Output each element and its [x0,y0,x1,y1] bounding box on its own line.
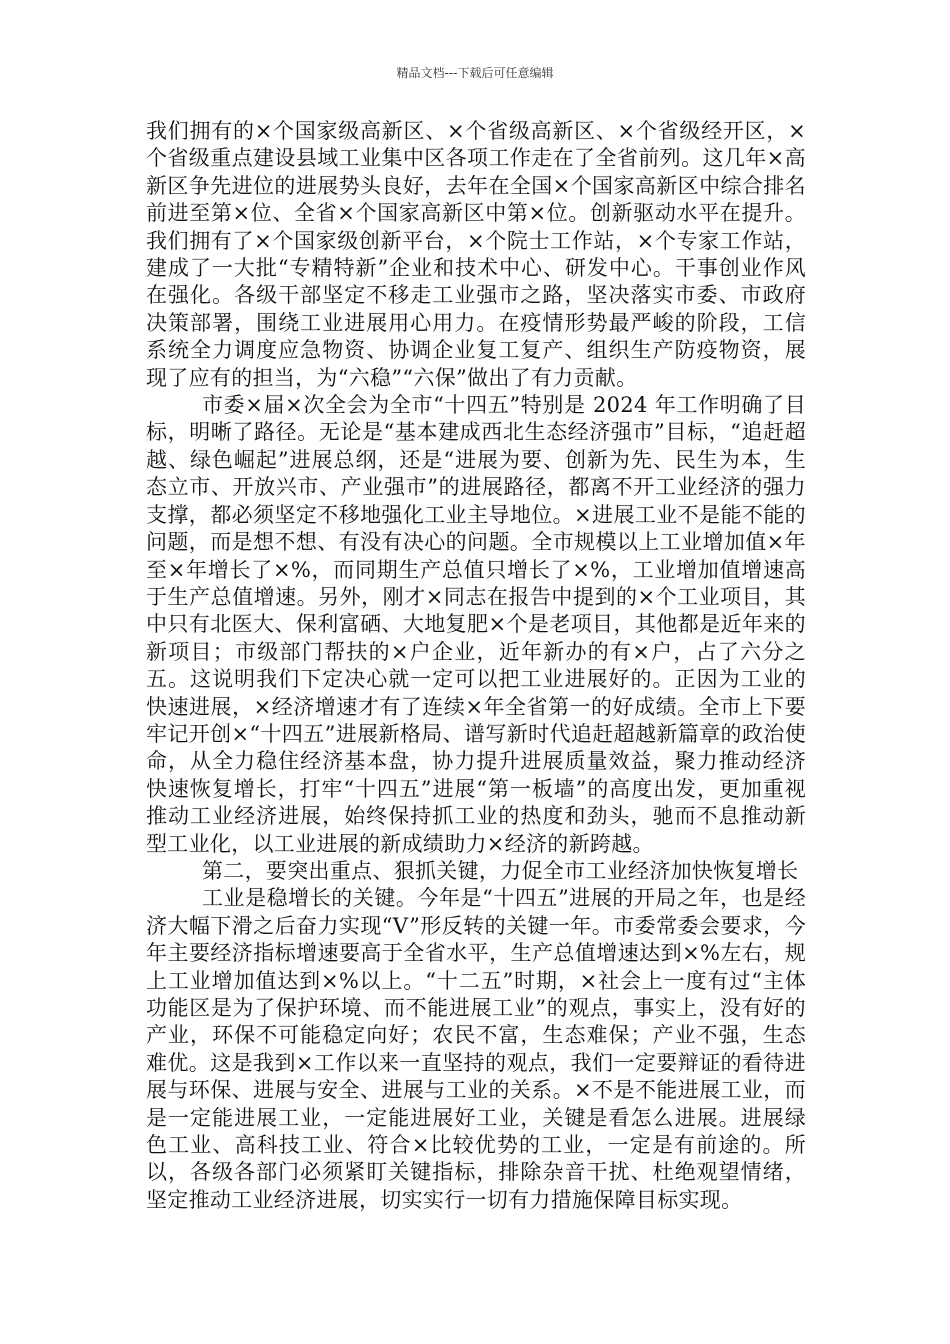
section-heading-second: 第二，要突出重点、狠抓关键，力促全市工业经济加快恢复增长 [202,858,799,883]
page-header: 精品文档---下载后可任意编辑 [396,66,554,80]
paragraph-achievements: 我们拥有的×个国家级高新区、×个省级高新区、×个省级经开区，×个省级重点建设县域工业集中区各项工作走在了全省前列。这几年×高新区争先进位的进展势头良好，去年在全国×个国家高新区中综合排名前进至第×位、全省×个国家高新区中第×位。创新驱动水平在提升。我们拥有了×个国家级创新平台，×个院士工作站，×个专家工作站，建成了一大批“专精特新”企业和技术中心、研发中心。干事创业作风在强化。各级干部坚定不移走工业强市之路，坚决落实市委、市政府决策部署，围绕工业进展用心用力。在疫情形势最严峻的阶段，工信系统全力调度应急物资、协调企业复工复产、组织生产防疫物资，展现了应有的担当，为“六稳”“六保”做出了有力贡献。 [146,119,806,390]
document-body [146,118,806,1214]
paragraph-plenary-goals: 市委×届×次全会为全市“十四五”特别是 2024 年工作明确了目标，明晰了路径。无论是“基本建成西北生态经济强市”目标，“追赶超越、绿色崛起”进展总纲，还是“进展为要、创新为先、民生为本，生态立市、开放兴市、产业强市”的进展路径，都离不开工业经济的强力支撑，都必须坚定不移地强化工业主导地位。×进展工业不是能不能的问题，而是想不想、有没有决心的问题。全市规模以上工业增加值×年至×年增长了×%，而同期生产总值只增长了×%，工业增加值增速高于生产总值增速。另外，刚才×同志在报告中提到的×个工业项目，其中只有北医大、保利富硒、大地复肥×个是老项目，其他都是近年来的新项目；市级部门帮扶的×户企业，近年新办的有×户，占了六分之五。这说明我们下定决心就一定可以把工业进展好的。正因为工业的快速进展，×经济增速才有了连续×年全省第一的好成绩。全市上下要牢记开创×“十四五”进展新格局、谱写新时代追赶超越新篇章的政治使命，从全力稳住经济基本盘，协力提升进展质量效益，聚力推动经济快速恢复增长，打牢“十四五”进展“第一板墙”的高度出发，更加重视推动工业经济进展，始终保持抓工业的热度和劲头，驰而不息推动新型工业化，以工业进展的新成绩助力×经济的新跨越。 [146,393,806,856]
paragraph-industry-key: 工业是稳增长的关键。今年是“十四五”进展的开局之年，也是经济大幅下滑之后奋力实现“V”形反转的关键一年。市委常委会要求，今年主要经济指标增速要高于全省水平，生产总值增速达到×%左右，规上工业增加值达到×%以上。“十二五”时期，×社会上一度有过“主体功能区是为了保护环境、而不能进展工业”的观点，事实上，没有好的产业，环保不可能稳定向好；农民不富，生态难保；产业不强，生态难优。这是我到×工作以来一直坚持的观点，我们一定要辩证的看待进展与环保、进展与安全、进展与工业的关系。×不是不能进展工业，而是一定能进展工业，一定能进展好工业，关键是看怎么进展。进展绿色工业、高科技工业、符合×比较优势的工业，一定是有前途的。所以，各级各部门必须紧盯关键指标，排除杂音干扰、杜绝观望情绪，坚定推动工业经济进展，切实实行一切有力措施保障目标实现。 [146,886,806,1212]
